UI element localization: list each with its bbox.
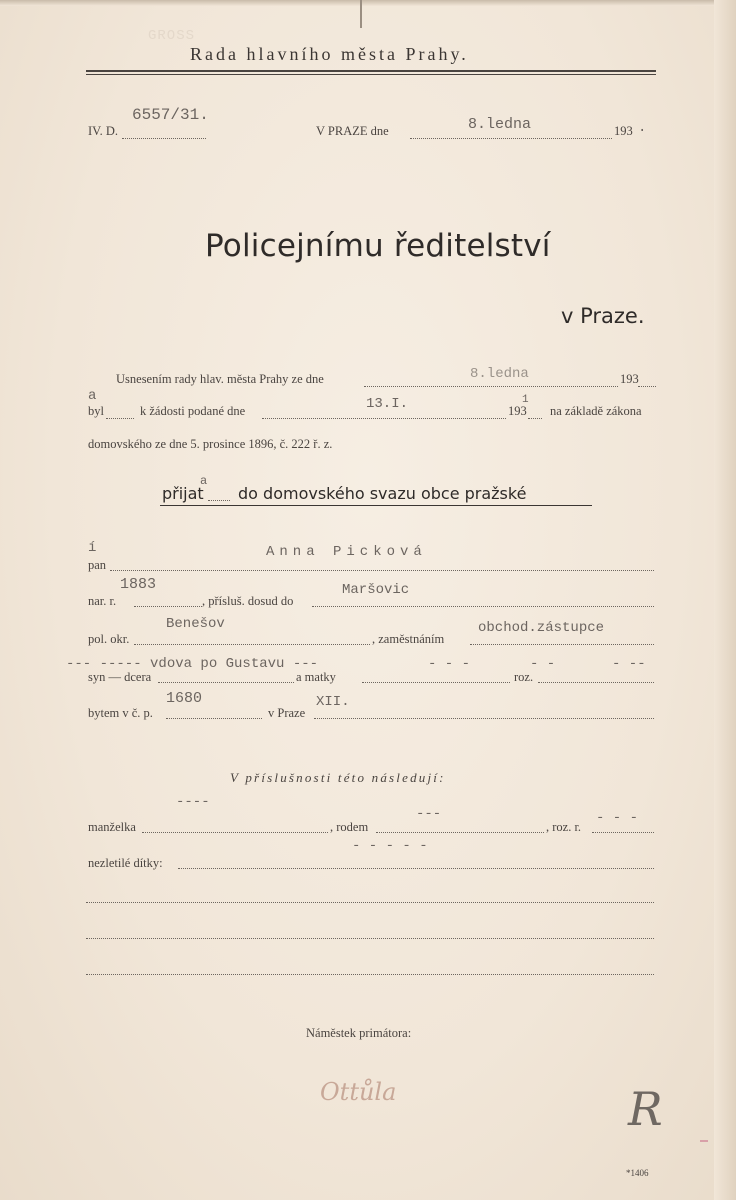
born-dots [134, 606, 202, 607]
byl-superscript: a [88, 388, 97, 404]
rodem-dots [376, 832, 544, 833]
application-label: k žádosti podané dne [140, 404, 246, 418]
application-year-dots [528, 418, 542, 419]
belongs-label: , přísluš. dosud do [202, 594, 294, 608]
signature: Ottůla [320, 1078, 397, 1106]
law-reference: domovského ze dne 5. prosince 1896, č. 222 ř. z. [88, 437, 333, 451]
accepted-text: do domovského svazu obce pražské [238, 484, 527, 503]
born-year: 1883 [120, 576, 157, 593]
blank-line-1 [86, 902, 654, 903]
parent-typed-r2: - -- [612, 656, 646, 672]
wife-label: manželka [88, 820, 136, 834]
header-rule [86, 70, 656, 72]
application-date: 13.I. [366, 396, 409, 412]
roz-label: roz. [514, 670, 534, 684]
accepted-dots [208, 500, 230, 501]
praha-label: v Praze [268, 706, 306, 720]
parent-typed-mid: - - - [428, 656, 471, 672]
resolution-year-dots [638, 386, 656, 387]
praha-dots [314, 718, 654, 719]
form-number: *1406 [626, 1168, 649, 1178]
pan-sup: í [88, 540, 97, 556]
rozr-dots [592, 832, 654, 833]
resolution-dots [364, 386, 618, 387]
addressee-title: Policejnímu ředitelství [205, 228, 551, 264]
year-prefix: 193 [614, 124, 633, 138]
application-year-sup: 1 [522, 394, 529, 406]
paper-edge-right [714, 0, 736, 1200]
law-basis: na základě zákona [550, 404, 642, 418]
rodem-label: , rodem [330, 820, 369, 834]
district-value: Benešov [166, 616, 225, 632]
occupation-label: , zaměstnáním [372, 632, 445, 646]
resolution-year: 193 [620, 372, 639, 386]
header-rule-thin [86, 74, 656, 75]
resolution-label: Usnesením rady hlav. města Prahy ze dne [116, 372, 324, 386]
addressee-city: v Praze. [561, 304, 645, 328]
wife-typed: ---- [176, 794, 210, 810]
place-label: V PRAZE dne [316, 124, 389, 138]
resolution-date: 8.ledna [470, 366, 529, 382]
byl-label: byl [88, 404, 104, 418]
mother-label: a matky [296, 670, 336, 684]
date-dots [410, 138, 612, 139]
ref-dots [122, 138, 206, 139]
district-dots [134, 644, 370, 645]
rozr-label: , roz. r. [546, 820, 582, 834]
dependents-heading: V příslušnosti této následují: [230, 770, 446, 785]
accepted-rule [160, 505, 592, 506]
application-year: 193 [508, 404, 527, 418]
praha-district: XII. [316, 694, 350, 710]
house-number: 1680 [166, 690, 203, 707]
byl-dots [106, 418, 134, 419]
children-dots [178, 868, 654, 869]
district-label: pol. okr. [88, 632, 130, 646]
father-dots [158, 682, 294, 683]
name-dots [110, 570, 654, 571]
red-mark [700, 1140, 708, 1142]
rodem-typed: --- [416, 806, 442, 822]
year-suffix: . [638, 120, 647, 136]
blank-line-3 [86, 974, 654, 975]
parent-typed: --- ----- vdova po Gustavu --- [66, 656, 319, 672]
children-label: nezletilé dítky: [88, 856, 163, 870]
faded-stamp: GROSS [148, 28, 196, 44]
house-label: bytem v č. p. [88, 706, 153, 720]
occupation-value: obchod.zástupce [478, 620, 605, 636]
roz-dots [538, 682, 654, 683]
occupation-dots [470, 644, 654, 645]
belongs-place: Maršovic [342, 582, 410, 598]
ref-number: 6557/31. [132, 106, 209, 124]
initial-signature: R [628, 1082, 663, 1136]
children-typed: - - - - - [352, 838, 428, 854]
house-dots [166, 718, 262, 719]
rozr-typed: - - - [596, 810, 639, 826]
application-dots [262, 418, 506, 419]
paper-edge [0, 0, 736, 6]
ref-label: IV. D. [88, 124, 118, 138]
ref-date: 8.ledna [468, 116, 532, 133]
accepted-word: přijat [162, 484, 204, 503]
wife-dots [142, 832, 328, 833]
person-name: Anna Picková [266, 544, 427, 560]
born-label: nar. r. [88, 594, 117, 608]
pan-label: pan [88, 558, 107, 572]
mother-dots [362, 682, 510, 683]
fold-mark [360, 0, 362, 28]
accepted-sup: a [200, 474, 208, 488]
belongs-dots [312, 606, 654, 607]
blank-line-2 [86, 938, 654, 939]
son-daughter-label: syn — dcera [88, 670, 152, 684]
parent-typed-r1: - - [530, 656, 556, 672]
signature-label: Náměstek primátora: [306, 1026, 412, 1040]
organization-header: Rada hlavního města Prahy. [190, 44, 469, 64]
